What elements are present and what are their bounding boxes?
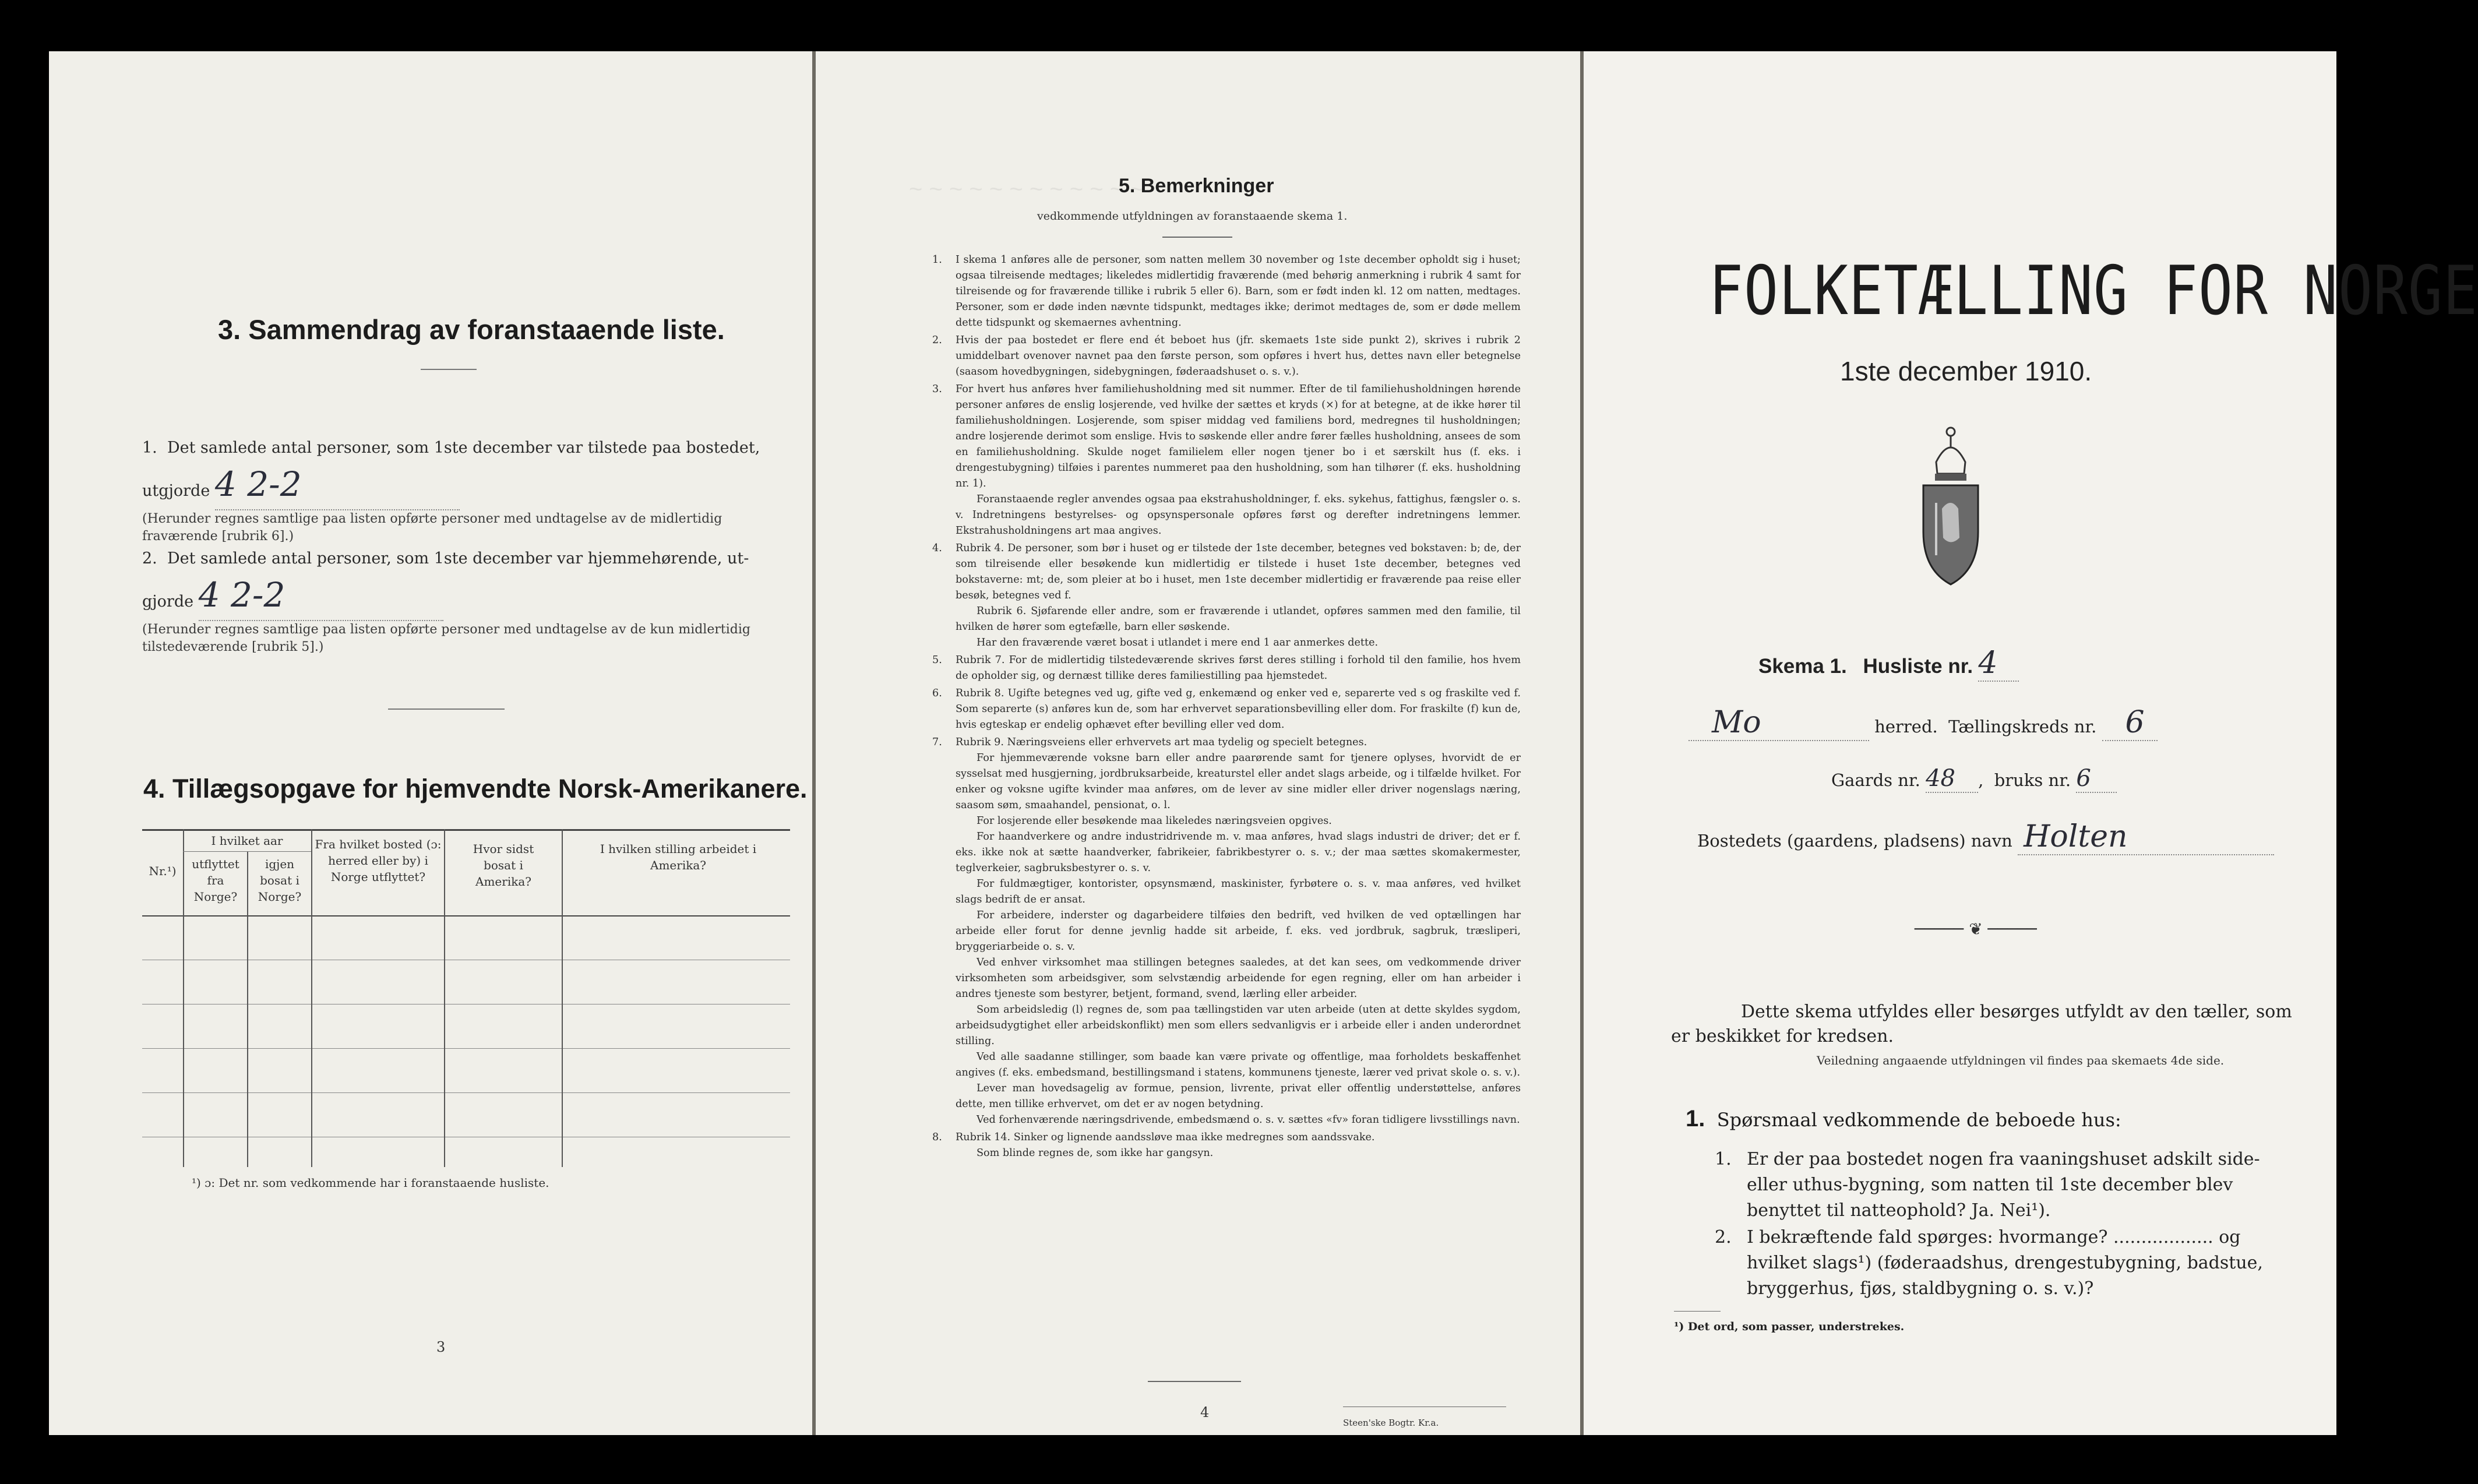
schema-line — [1758, 646, 2019, 682]
remark-paragraph: For hvert hus anføres hver familiehusholdning med sit nummer. Efter de til familiehusholdningen hørende personer anføres de enslig losjerende, ved hvilke der sættes et kryds (×) for at betegne, at de ikke hører til familiehusholdningen. Losjerende, som spiser middag ved familiens bord, medregnes til husholdningen; andre losjerende derimot som enslige. Hvis to søskende eller andre fører fælles husholdning, ansees de som en familiehusholdning. Skulde noget familielem eller nogen tjener bo i et særskilt hus (f. eks. i drengestubygning) tilføies i parentes nummeret paa den husholdning, som han tilhører (f. eks. husholdning nr. 1). — [956, 383, 1521, 489]
divider — [1148, 1381, 1241, 1382]
remarks-subtitle: vedkommende utfyldningen av foranstaaende skema 1. — [1037, 210, 1348, 223]
item-prefix: gjorde — [142, 593, 194, 611]
question-1-heading — [1686, 1106, 2121, 1132]
question-1-1 — [1715, 1147, 2303, 1224]
right-page — [1584, 51, 2478, 1435]
summary-item-2 — [142, 541, 783, 656]
remark-paragraph: Rubrik 9. Næringsveiens eller erhvervets art maa tydelig og specielt betegnes. — [956, 736, 1367, 748]
remark-paragraph: Som arbeidsledig (l) regnes de, som paa tællingstiden var uten arbeide (uten at dette skyldes sygdom, arbeidsudygtighet eller arbeidskonflikt) men som ellers sedvanligvis er i arbeide eller i anden underordnet stilling. — [956, 1004, 1521, 1047]
section3-title: 3. Sammendrag av foranstaaende liste. — [218, 314, 725, 345]
remark-number: 7. — [932, 736, 942, 748]
remark-item — [932, 382, 1521, 539]
divider — [421, 369, 477, 370]
remark-paragraph: I skema 1 anføres alle de personer, som natten mellem 30 november og 1ste december opholdt sig i huset; ogsaa tilreisende medtages; likeledes midlertidig fraværende (med behørig anmerkning i rubrik 4 samt for tilreisende og for fraværende tillike i rubrik 5 eller 6). Barn, som er født inden kl. 12 om natten, medtages. Personer, som er døde inden nævnte tidspunkt, medtages ikke; derimot medtages de, som er døde mellem dette tidspunkt og skemaernes avhentning. — [956, 254, 1521, 329]
gaards-number: 48 — [1926, 765, 1955, 792]
remark-paragraph: Hvis der paa bostedet er flere end ét beboet hus (jfr. skemaets 1ste side punkt 2), skrives i rubrik 2 umiddelbart ovenover navnet paa den første person, som opføres i hvert hus, dettes navn eller betegnelse (saasom hovedbygningen, sidebygningen, føderaadshuset o. s. v.). — [956, 334, 1521, 378]
norsk-amerikanere-table — [142, 829, 790, 1167]
remark-item — [932, 252, 1521, 331]
sub-number: 2. — [1715, 1227, 1732, 1247]
herred-value: Mo — [1712, 705, 1761, 740]
item-number: 2. — [142, 549, 157, 567]
remark-number: 1. — [932, 254, 942, 266]
col-hvilket-aar: I hvilket aar — [211, 834, 283, 848]
item-number: 1. — [142, 439, 157, 457]
col-fra-hvilket: Fra hvilket bosted (ɔ: herred eller by) i Norge utflyttet? — [315, 837, 442, 884]
bruks-label: bruks nr. — [1994, 770, 2071, 790]
remark-item — [932, 686, 1521, 733]
middle-page — [816, 51, 1580, 1435]
section4-title: 4. Tillægsopgave for hjemvendte Norsk-Amerikanere. — [143, 774, 808, 803]
col-igjen: igjen bosat i Norge? — [258, 857, 302, 904]
remark-paragraph: Rubrik 4. De personer, som bør i huset og er tilstede der 1ste december, betegnes ved bokstaven: b; de, der som tilreisende eller besøkende kun midlertidig er tilstede i huset 1ste december, betegnes ved bokstaverne: mt; de, som pleier at bo i huset, men 1ste december midlertidig er fraværende paa reise eller besøk, betegnes ved f. — [956, 542, 1521, 601]
col-utflyttet: utflyttet fra Norge? — [192, 857, 239, 904]
husliste-number: 4 — [1978, 646, 1998, 681]
item-text: Det samlede antal personer, som 1ste december var hjemmehørende, ut- — [167, 549, 749, 567]
remark-number: 3. — [932, 383, 942, 395]
remark-paragraph: Rubrik 14. Sinker og lignende aandssløve maa ikke medregnes som aandssvake. — [956, 1131, 1375, 1143]
remark-paragraph: Lever man hovedsagelig av formue, pension, livrente, privat eller offentlig understøttelse, anføres dette, men tillike erhvervet, om det er av nogen betydning. — [956, 1083, 1521, 1110]
remark-paragraph: Foranstaaende regler anvendes ogsaa paa ekstrahusholdninger, f. eks. sykehus, fattighus, fængsler o. s. v. Indretningens bestyrelses- og opsynspersonale opføres først og derefter indretningens lemmer. Ekstrahusholdningens art maa angives. — [956, 494, 1521, 537]
remark-paragraph: For fuldmægtiger, kontorister, opsynsmænd, maskinister, fyrbøtere o. s. v. maa anføres, ved hvilket slags bedrift de er ansat. — [956, 878, 1521, 905]
kreds-number: 6 — [2125, 705, 2145, 740]
ghost-imprint: ~ ~ ~ ~ ~ ~ ~ ~ ~ ~ ~ ~ — [909, 177, 1144, 202]
remark-item — [932, 735, 1521, 1128]
remark-paragraph: Rubrik 6. Sjøfarende eller andre, som er fraværende i utlandet, opføres sammen med den familie, til hvilken de hører som egtefælle, barn eller søskende. — [956, 605, 1521, 633]
remark-paragraph: Ved enhver virksomhet maa stillingen betegnes saaledes, at det kan sees, om vedkommende driver virksomheten som arbeidsgiver, som selvstændig arbeidende for egen regning, eller om han arbeider i andres tjeneste som bestyrer, betjent, formand, svend, lærling eller arbeider. — [956, 957, 1521, 1000]
summary-item-1 — [142, 430, 783, 545]
item-note: (Herunder regnes samtlige paa listen opførte personer med undtagelse av de kun midlertidig tilstedeværende [rubrik 5].) — [142, 622, 750, 654]
bosted-line — [1697, 819, 2274, 855]
remark-paragraph: Har den fraværende været bosat i utlandet i mere end 1 aar anmerkes dette. — [977, 637, 1379, 648]
page-number: 4 — [1200, 1404, 1210, 1420]
remark-number: 4. — [932, 542, 942, 554]
left-page — [49, 51, 813, 1435]
sub-number: 1. — [1715, 1149, 1732, 1169]
remark-item — [932, 1130, 1521, 1161]
divider — [1674, 1311, 1721, 1312]
census-date: 1ste december 1910. — [1840, 356, 2092, 386]
remark-paragraph: Rubrik 8. Ugifte betegnes ved ug, gifte ved g, enkemænd og enker ved e, separerte ved s og fraskilte ved f. Som separerte (s) anføres kun de, som har erhvervet separationsbevilling eller dom. For fraskilte (f) kun de, hvis egteskap er endelig ophævet efter bevilling eller ved dom. — [956, 688, 1521, 731]
remark-number: 6. — [932, 688, 942, 699]
gaards-line: Gaards nr. 48 , bruks nr. 6 — [1831, 765, 2117, 793]
coat-of-arms-icon — [1919, 421, 1983, 590]
question-title: Spørsmaal vedkommende de beboede hus: — [1716, 1109, 2121, 1131]
col-hvor-sidst: Hvor sidst bosat i Amerika? — [473, 842, 534, 889]
remark-paragraph: For haandverkere og andre industridrivende m. v. maa anføres, hvad slags industri de driver; det er f. eks. ikke nok at sætte haandverker, fabrikeier, fabrikbestyrer o. s. v.; der maa sættes skomakermester, teglverkeier, sagbruksbestyrer o. s. v. — [956, 831, 1521, 874]
remark-number: 2. — [932, 334, 942, 346]
remark-paragraph: Rubrik 7. For de midlertidig tilstedeværende skrives først deres stilling i forhold til den familie, hos hvem de opholder sig, og dernæst tillike deres familiestilling paa hjemstedet. — [956, 654, 1521, 682]
instruction-paragraph: Dette skema utfyldes eller besørges utfyldt av den tæller, som er beskikket for kredsen. — [1671, 1002, 2292, 1046]
remark-item — [932, 541, 1521, 651]
sub-text: Er der paa bostedet nogen fra vaaningshuset adskilt side- eller uthus-bygning, som natten til 1ste december blev benyttet til natteophold? Ja. Nei¹). — [1747, 1149, 2260, 1221]
bruks-number: 6 — [2076, 765, 2091, 792]
item-text: Det samlede antal personer, som 1ste december var tilstede paa bostedet, — [167, 439, 760, 457]
remarks-title: 5. Bemerkninger — [1119, 175, 1274, 197]
herred-line — [1689, 705, 2158, 741]
census-title: FOLKETÆLLING FOR NORGE — [1709, 252, 2478, 331]
remark-item — [932, 333, 1521, 380]
remark-paragraph: For losjerende eller besøkende maa likeledes næringsveien opgives. — [977, 815, 1332, 827]
question-1-2 — [1715, 1225, 2303, 1302]
remark-paragraph: Ved forhenværende næringsdrivende, embedsmænd o. s. v. sættes «fv» foran tidligere livsstillings navn. — [977, 1114, 1520, 1126]
remarks-list — [932, 252, 1521, 1163]
schema-label: Skema 1. — [1758, 655, 1847, 678]
remark-paragraph: Som blinde regnes de, som ikke har gangsyn. — [977, 1147, 1214, 1159]
remark-paragraph: For arbeidere, inderster og dagarbeidere tilføies den bedrift, ved hvilken de ved optællingen har arbeide eller forut for denne jevnlig hadde sit arbeide, f. eks. ved jordbruk, sagbruk, træsliperi, bryggeriarbeide o. s. v. — [956, 910, 1521, 953]
right-footnote: ¹) Det ord, som passer, understrekes. — [1674, 1320, 1905, 1333]
handwritten-count: 4 2-2 — [214, 464, 302, 504]
herred-label: herred. — [1874, 717, 1938, 736]
gaards-label: Gaards nr. — [1831, 770, 1920, 790]
question-number: 1. — [1686, 1106, 1705, 1131]
husliste-label: Husliste nr. — [1863, 655, 1973, 678]
remark-paragraph: For hjemmeværende voksne barn eller andre paarørende samt for tjenere oplyses, hvorvidt de er sysselsat med husgjerning, jordbruksarbeide, kreaturstel eller andet slags arbeide, og i tilfælde hvilket. For enker og voksne ugifte kvinder maa anføres, om de lever av sine midler eller driver nogenslags næring, saasom søm, smaahandel, pensionat, o. l. — [956, 752, 1521, 811]
remark-item — [932, 653, 1521, 684]
item-prefix: utgjorde — [142, 482, 210, 500]
item-note: (Herunder regnes samtlige paa listen opførte personer med undtagelse av de midlertidig fraværende [rubrik 6].) — [142, 512, 722, 544]
bosted-value: Holten — [2024, 819, 2128, 854]
bosted-label: Bostedets (gaardens, pladsens) navn — [1697, 831, 2012, 851]
remark-number: 8. — [932, 1131, 942, 1143]
divider — [388, 708, 505, 710]
guidance-note: Veiledning angaaende utfyldningen vil findes paa skemaets 4de side. — [1817, 1053, 2225, 1067]
handwritten-count: 4 2-2 — [198, 575, 285, 615]
ornament-divider: ───── ❦ ───── — [1915, 919, 2037, 939]
remark-number: 5. — [932, 654, 942, 666]
kreds-label: Tællingskreds nr. — [1948, 717, 2097, 736]
printer-mark: Steen'ske Bogtr. Kr.a. — [1343, 1418, 1439, 1428]
page-number: 3 — [436, 1339, 446, 1355]
table-footnote: ¹) ɔ: Det nr. som vedkommende har i foranstaaende husliste. — [192, 1176, 549, 1190]
col-stilling: I hvilken stilling arbeidet i Amerika? — [600, 842, 757, 872]
divider — [1162, 237, 1232, 238]
sub-text: I bekræftende fald spørges: hvormange? .................. og hvilket slags¹) (føderaadshus, drengestubygning, badstue, bryggerhus, fjøs, staldbygning o. s. v.)? — [1747, 1227, 2263, 1299]
remark-paragraph: Ved alle saadanne stillinger, som baade kan være private og offentlige, maa forholdets beskaffenhet angives (f. eks. embedsmand, bestillingsmand i statens, kommunens tjeneste, lærer ved privat skole o. s. v.). — [956, 1051, 1521, 1078]
col-nr: Nr.¹) — [149, 864, 177, 878]
